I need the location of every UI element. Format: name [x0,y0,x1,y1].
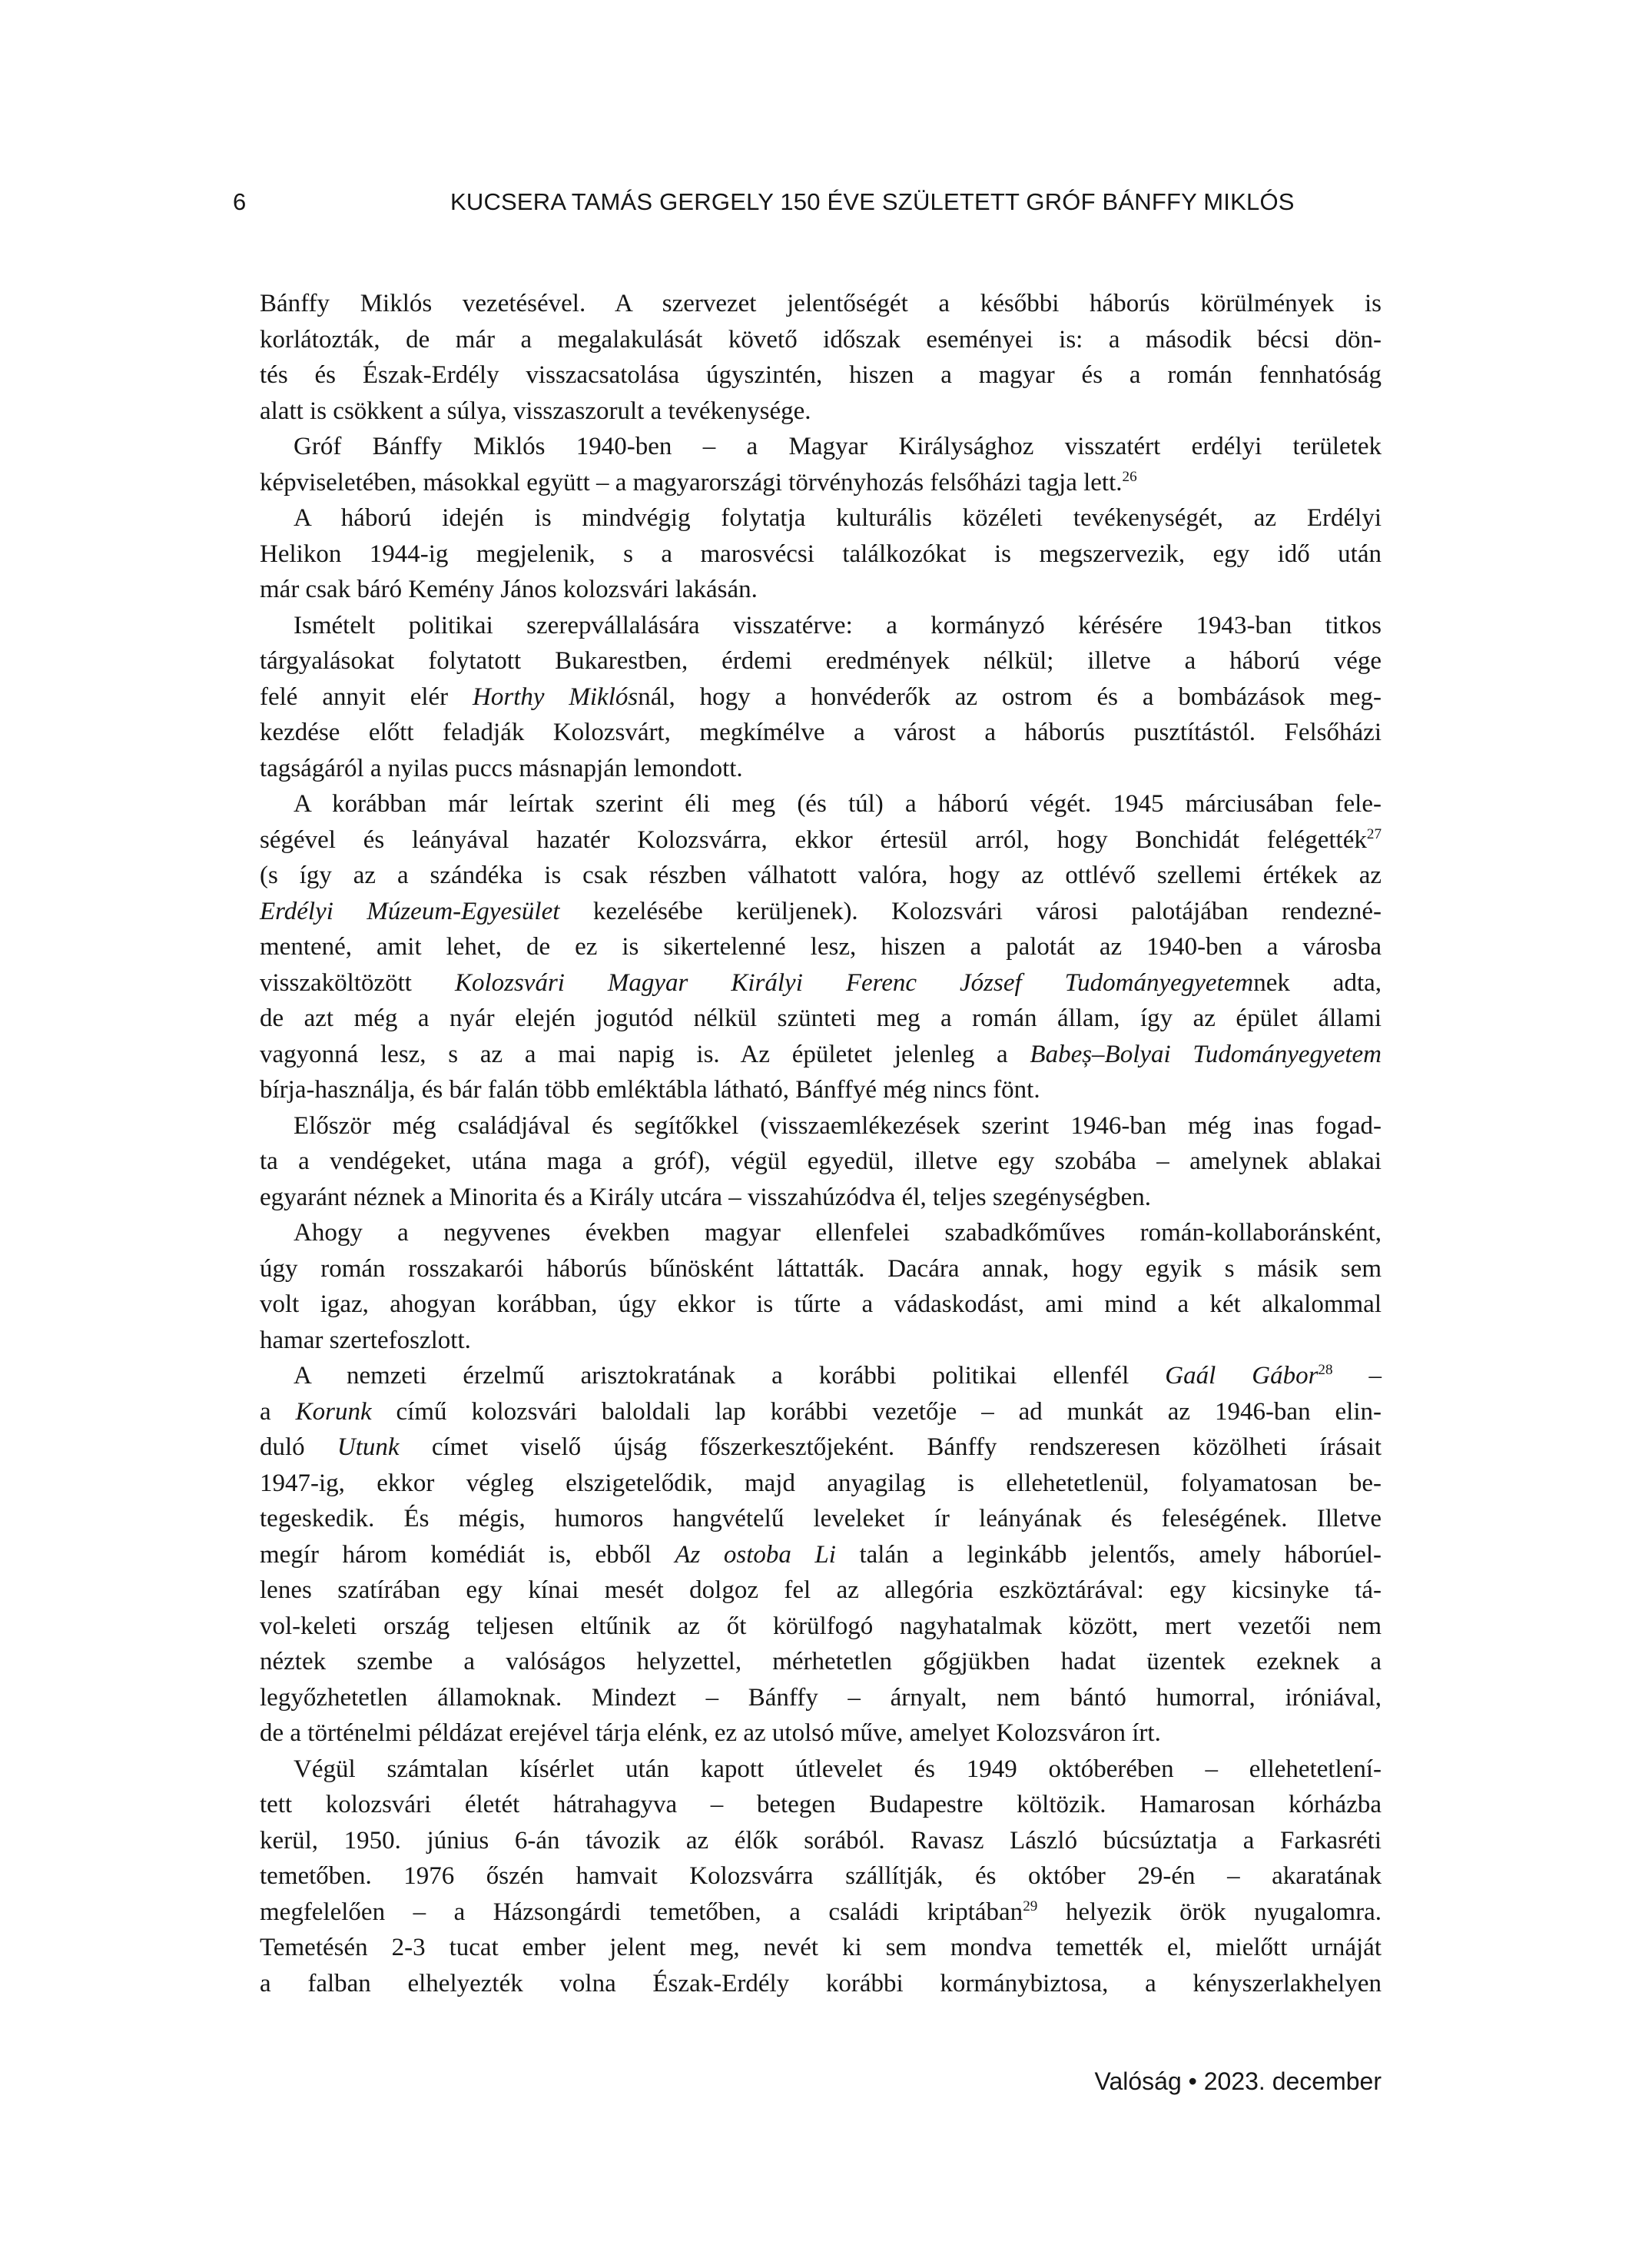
italic-text: Babeș–Bolyai Tudományegyetem [1030,1040,1382,1068]
text-line [260,500,1382,536]
text-line [260,643,1382,679]
footnote-reference: 26 [1122,468,1137,485]
text-line [260,1394,1382,1430]
text-segment: hamar szertefoszlott. [260,1326,471,1354]
text-segment: Először még családjával és segítőkkel (visszaemlékezések szerint 1946-ban még inas fogad- [294,1111,1382,1140]
text-line [260,1323,1382,1359]
text-line [260,965,1382,1001]
text-line [260,1609,1382,1645]
text-line [260,608,1382,644]
text-line [260,929,1382,965]
text-segment: de a történelmi példázat erejével tárja elénk, ez az utolsó műve, amelyet Kolozsváron írt. [260,1719,1161,1747]
text-segment: tett kolozsvári életét hátrahagyva – betegen Budapestre költözik. Hamarosan kórházba [260,1791,1382,1818]
text-line [260,1715,1382,1752]
text-segment: című kolozsvári baloldali lap korábbi vezetője – ad munkát az 1946-ban elin- [371,1397,1382,1426]
text-line [260,1966,1382,2002]
text-line [260,357,1382,393]
text-line [260,1537,1382,1573]
text-segment: visszaköltözött [260,968,455,997]
text-segment: Bánffy Miklós vezetésével. A szervezet jelentőségét a későbbi háborús körülmények is [260,290,1382,317]
text-line [260,1072,1382,1108]
text-line [260,1358,1382,1394]
text-line [260,1287,1382,1323]
text-line [260,751,1382,787]
journal-footer: Valóság • 2023. december [1094,2067,1382,2095]
text-segment: 1947-ig, ekkor végleg elszigetelődik, majd anyagilag is ellehetetlenül, folyamatosan be- [260,1469,1382,1497]
text-segment: (s így az a szándéka is csak részben válhatott valóra, hogy az ottlévő szellemi értékek az [260,862,1382,889]
text-segment: A háború idején is mindvégig folytatja kulturális közéleti tevékenységét, az Erdélyi [294,504,1382,532]
footnote-reference: 27 [1366,825,1382,842]
text-line [260,715,1382,751]
text-line [260,1823,1382,1859]
text-line [260,322,1382,358]
footnote-reference: 28 [1318,1362,1333,1378]
text-segment: megfelelően – a Házsongárdi temetőben, a családi kriptában [260,1898,1023,1926]
text-segment: legyőzhetetlen államoknak. Mindezt – Bánffy – árnyalt, nem bántó humorral, iróniával, [260,1683,1382,1712]
text-line [260,1215,1382,1251]
text-segment: Ismételt politikai szerepvállalására visszatérve: a kormányzó kérésére 1943-ban titkos [294,611,1382,639]
text-segment: tárgyalásokat folytatott Bukarestben, érdemi eredmények nélkül; illetve a háború vége [260,647,1382,675]
text-line [260,1001,1382,1037]
italic-text: Erdélyi Múzeum-Egyesület [260,897,560,925]
text-segment: temetőben. 1976 őszén hamvait Kolozsvárra szállítják, és október 29-én – akaratának [260,1862,1382,1890]
text-segment: helyezik örök nyugalomra. [1037,1898,1382,1926]
text-segment: néztek szembe a valóságos helyzettel, mérhetetlen gőgjükben hadat üzentek ezeknek a [260,1648,1382,1675]
text-segment: Gróf Bánffy Miklós 1940-ben – a Magyar Királysághoz visszatért erdélyi területek [294,433,1382,460]
text-line [260,1466,1382,1502]
text-segment: képviseletében, másokkal együtt – a magyarországi törvényhozás felsőházi tagja lett. [260,468,1123,496]
text-line [260,679,1382,716]
text-segment: talán a leginkább jelentős, amely háborúel- [835,1540,1382,1569]
text-segment: a [260,1397,296,1426]
text-line [260,1251,1382,1287]
italic-text: Horthy Miklós [473,682,639,711]
text-segment: Helikon 1944-ig megjelenik, s a marosvécsi találkozókat is megszervezik, egy idő után [260,540,1382,568]
text-segment: megír három komédiát is, ebből [260,1540,675,1569]
footnote-reference: 29 [1023,1898,1038,1914]
text-line [260,286,1382,322]
text-line [260,465,1382,501]
italic-text: Gaál Gábor [1165,1362,1319,1390]
text-segment: – [1332,1362,1382,1390]
text-line [260,786,1382,822]
text-line [260,1787,1382,1823]
text-line [260,536,1382,573]
text-segment: nál, hogy a honvéderők az ostrom és a bombázások meg- [638,682,1382,711]
text-segment: kerül, 1950. június 6-án távozik az élők sorából. Ravasz László búcsúztatja a Farkasréti [260,1826,1382,1855]
italic-text: Utunk [337,1433,400,1461]
italic-text: Kolozsvári Magyar Királyi Ferenc József Tudományegyetem [454,968,1254,997]
text-segment: nek adta, [1253,968,1382,997]
text-segment: bírja-használja, és bár falán több emléktábla látható, Bánffyé még nincs fönt. [260,1076,1040,1104]
italic-text: Az ostoba Li [675,1540,836,1569]
text-segment: ta a vendégeket, utána maga a gróf), végül egyedül, illetve egy szobába – amelynek ablakai [260,1147,1382,1175]
text-segment: de azt még a nyár elején jogutód nélkül szünteti meg a román állam, így az épület állami [260,1004,1382,1032]
running-title: KUCSERA TAMÁS GERGELY 150 ÉVE SZÜLETETT GRÓF BÁNFFY MIKLÓS [450,188,1295,215]
text-segment: úgy román rosszakarói háborús bűnösként láttatták. Dacára annak, hogy egyik s másik sem [260,1254,1382,1283]
text-segment: tegeskedik. És mégis, humoros hangvételű leveleket ír leányának és feleségének. Illetve [260,1505,1382,1532]
page-number: 6 [233,188,247,215]
text-segment: Temetésén 2-3 tucat ember jelent meg, nevét ki sem mondva temették el, mielőtt urnáját [260,1934,1382,1961]
text-segment: alatt is csökkent a súlya, visszaszorult a tevékenysége. [260,397,811,425]
article-body [260,286,1382,2001]
text-segment: már csak báró Kemény János kolozsvári lakásán. [260,576,758,603]
text-segment: A nemzeti érzelmű arisztokratának a korábbi politikai ellenfél [294,1362,1166,1390]
text-line [260,572,1382,608]
text-segment: Ahogy a negyvenes években magyar ellenfelei szabadkőműves román-kollaboránsként, [294,1219,1382,1247]
text-segment: egyaránt néznek a Minorita és a Király utcára – visszahúzódva él, teljes szegénységben. [260,1183,1152,1211]
text-segment: Végül számtalan kísérlet után kapott útlevelet és 1949 októberében – ellehetetlení- [294,1755,1382,1783]
text-segment: lenes szatírában egy kínai mesét dolgoz fel az allegória eszköztárával: egy kicsinyke tá- [260,1576,1382,1604]
text-segment: A korábban már leírtak szerint éli meg (és túl) a háború végét. 1945 márciusában fele- [294,790,1382,818]
text-line [260,393,1382,430]
text-line [260,858,1382,894]
italic-text: Korunk [295,1397,372,1426]
text-segment: kezdése előtt feladják Kolozsvárt, megkímélve a várost a háborús pusztítástól. Felsőházi [260,719,1382,746]
text-line [260,1680,1382,1716]
text-segment: tagságáról a nyilas puccs másnapján lemondott. [260,754,743,782]
text-segment: címet viselő újság főszerkesztőjeként. Bánffy rendszeresen közölheti írásait [399,1433,1382,1461]
text-segment: kezelésébe kerüljenek). Kolozsvári városi palotájában rendezné- [559,897,1382,925]
text-line [260,1501,1382,1537]
text-segment: vagyonná lesz, s az a mai napig is. Az épületet jelenleg a [260,1040,1030,1068]
text-segment: tés és Észak-Erdély visszacsatolása úgyszintén, hiszen a magyar és a román fennhatóság [260,361,1382,389]
text-line [260,894,1382,930]
text-segment: ségével és leányával hazatér Kolozsvárra, ekkor értesül arról, hogy Bonchidát felégették [260,825,1367,854]
text-line [260,1108,1382,1144]
text-segment: mentené, amit lehet, de ez is sikertelenné lesz, hiszen a palotát az 1940-ben a városba [260,933,1382,961]
text-segment: korlátozták, de már a megalakulását követő időszak eseményei is: a második bécsi dön- [260,325,1382,354]
text-line [260,1037,1382,1073]
text-line [260,1858,1382,1894]
text-line [260,1644,1382,1680]
text-segment: felé annyit elér [260,682,473,711]
text-line [260,822,1382,858]
text-line [260,1894,1382,1931]
text-segment: vol-keleti ország teljesen eltűnik az őt körülfogó nagyhatalmak között, mert vezetői nem [260,1612,1382,1640]
text-line [260,1144,1382,1180]
text-line [260,1930,1382,1966]
text-line [260,1430,1382,1466]
text-segment: duló [260,1433,337,1461]
text-segment: a falban elhelyezték volna Észak-Erdély korábbi kormánybiztosa, a kényszerlakhelyen [260,1969,1382,1997]
text-line [260,1572,1382,1609]
text-line [260,429,1382,465]
text-line [260,1752,1382,1788]
text-segment: volt igaz, ahogyan korábban, úgy ekkor is tűrte a vádaskodást, ami mind a két alkalommal [260,1290,1382,1318]
text-line [260,1180,1382,1216]
